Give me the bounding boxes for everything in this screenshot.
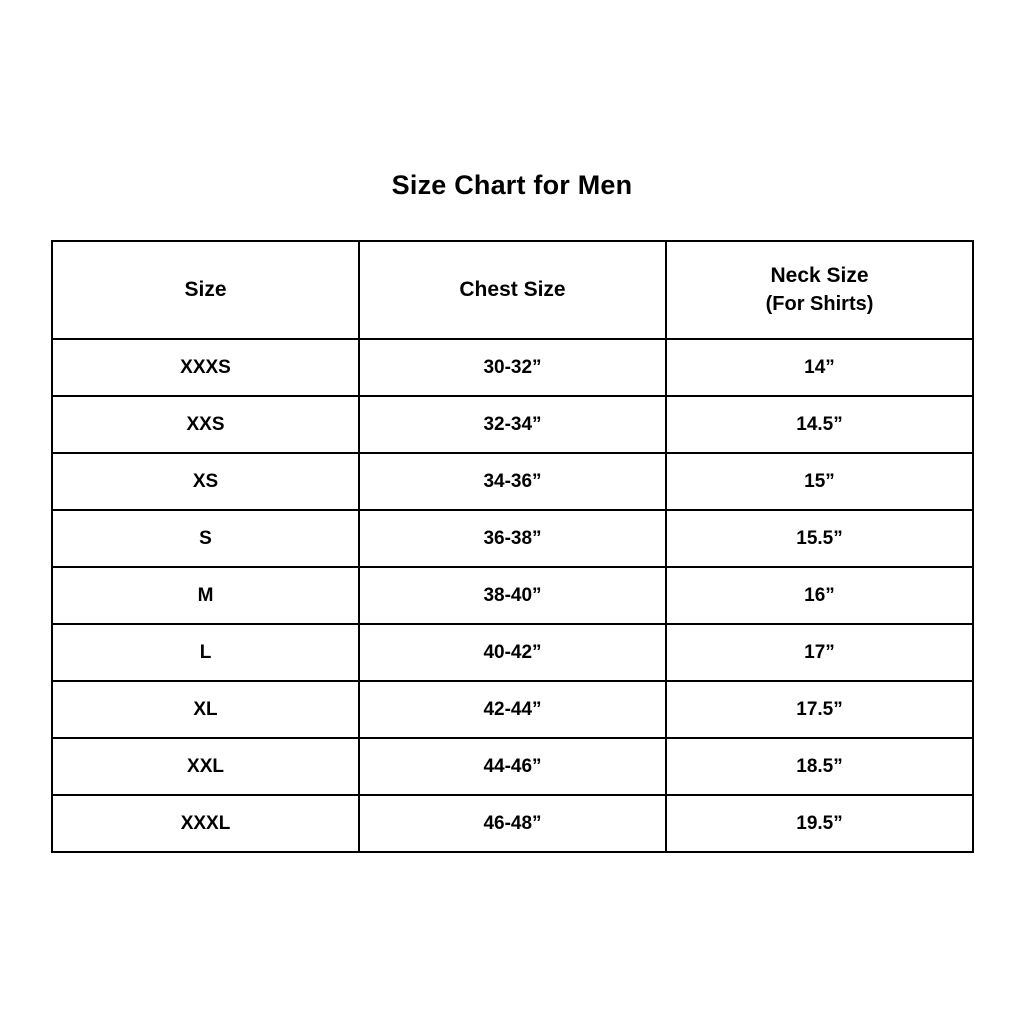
cell-neck: 14.5” — [666, 396, 973, 453]
cell-chest: 38-40” — [359, 567, 666, 624]
cell-neck: 15” — [666, 453, 973, 510]
cell-neck: 18.5” — [666, 738, 973, 795]
cell-chest: 46-48” — [359, 795, 666, 852]
cell-neck: 14” — [666, 339, 973, 396]
table-header-row — [52, 241, 973, 339]
table-body — [52, 339, 973, 852]
table-row — [52, 510, 973, 567]
cell-chest: 40-42” — [359, 624, 666, 681]
table-row — [52, 624, 973, 681]
cell-size: M — [52, 567, 359, 624]
cell-size: L — [52, 624, 359, 681]
cell-neck: 17” — [666, 624, 973, 681]
cell-neck: 19.5” — [666, 795, 973, 852]
table-row — [52, 396, 973, 453]
column-header-chest-size-label: Chest Size — [459, 277, 566, 301]
cell-neck: 17.5” — [666, 681, 973, 738]
table-row — [52, 795, 973, 852]
table-row — [52, 567, 973, 624]
column-header-chest-size — [359, 241, 666, 339]
cell-size: XXXL — [52, 795, 359, 852]
cell-size: XXL — [52, 738, 359, 795]
cell-chest: 32-34” — [359, 396, 666, 453]
column-header-neck-size — [666, 241, 973, 339]
cell-chest: 36-38” — [359, 510, 666, 567]
cell-size: XXS — [52, 396, 359, 453]
table-row — [52, 681, 973, 738]
cell-neck: 16” — [666, 567, 973, 624]
cell-size: XXXS — [52, 339, 359, 396]
cell-chest: 30-32” — [359, 339, 666, 396]
table-row — [52, 453, 973, 510]
column-header-neck-size-sublabel: (For Shirts) — [765, 292, 874, 315]
cell-neck: 15.5” — [666, 510, 973, 567]
cell-size: S — [52, 510, 359, 567]
table-row — [52, 339, 973, 396]
size-chart-table — [51, 240, 974, 853]
column-header-size — [52, 241, 359, 339]
cell-chest: 42-44” — [359, 681, 666, 738]
size-chart-table-wrapper — [51, 240, 972, 853]
cell-size: XS — [52, 453, 359, 510]
column-header-size-label: Size — [184, 277, 227, 301]
cell-size: XL — [52, 681, 359, 738]
page-title: Size Chart for Men — [391, 170, 633, 200]
table-header — [52, 241, 973, 339]
table-row — [52, 738, 973, 795]
cell-chest: 34-36” — [359, 453, 666, 510]
column-header-neck-size-label: Neck Size — [770, 264, 869, 288]
cell-chest: 44-46” — [359, 738, 666, 795]
